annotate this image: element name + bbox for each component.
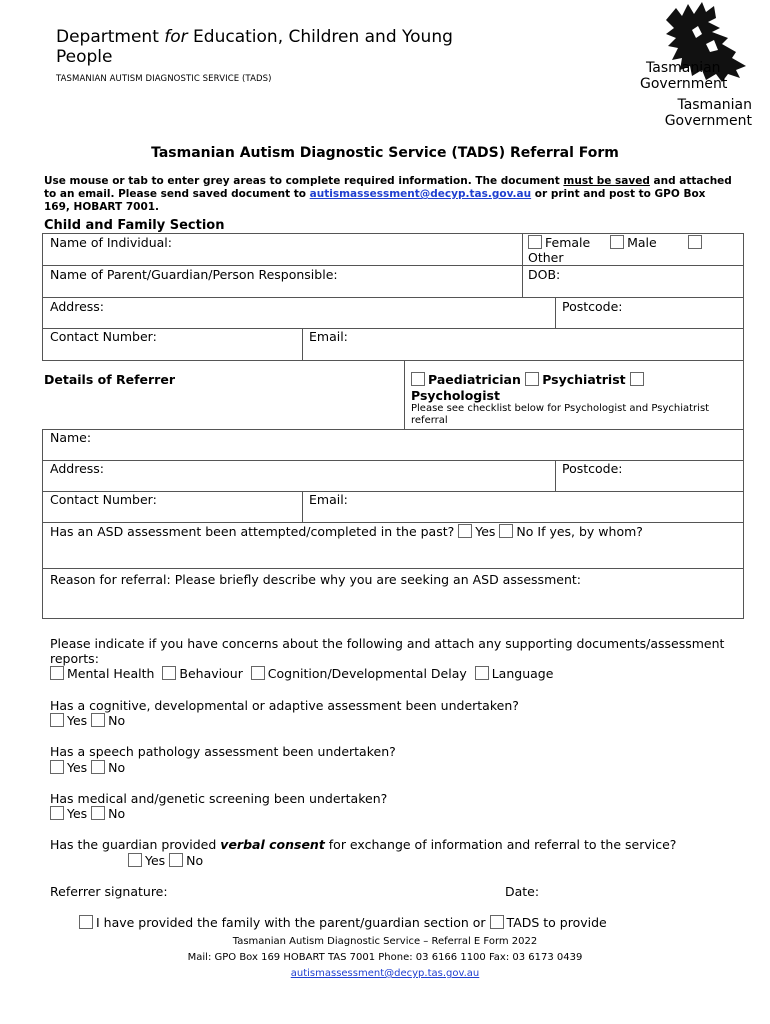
- footer-email-link[interactable]: autismassessment@decyp.tas.gov.au: [290, 968, 480, 979]
- instructions: Use mouse or tab to enter grey areas to complete required information. The document must be saved and attached to an email. Please send saved document to autismassessment@decyp.tas.gov.au or print and post to GPO Box 169, HOBART 7001.: [44, 175, 732, 213]
- q2-options: Yes No: [50, 760, 730, 775]
- svg-text:Tasmanian: Tasmanian: [646, 60, 721, 76]
- psychiatrist-checkbox[interactable]: [525, 372, 539, 386]
- referrer-address-label: Address:: [50, 461, 104, 476]
- email-link[interactable]: autismassessment@decyp.tas.gov.au: [309, 188, 532, 200]
- name-individual-label: Name of Individual:: [50, 235, 172, 250]
- parent-name-label: Name of Parent/Guardian/Person Responsible:: [50, 267, 338, 282]
- q4-no-checkbox[interactable]: [169, 853, 183, 867]
- department-title: Department for Education, Children and Young People: [56, 27, 453, 67]
- svg-text:Government: Government: [640, 76, 728, 92]
- reason-label: Reason for referral: Please briefly describe why you are seeking an ASD assessment:: [50, 572, 581, 587]
- q3-no-checkbox[interactable]: [91, 806, 105, 820]
- footer-line1: Tasmanian Autism Diagnostic Service – Referral E Form 2022: [232, 936, 538, 947]
- provided-options: I have provided the family with the parent/guardian section or TADS to provide: [79, 915, 607, 930]
- q1-options: Yes No: [50, 713, 730, 728]
- other-label: Other: [528, 250, 564, 265]
- referrer-name-label: Name:: [50, 430, 92, 445]
- logo-text: Tasmanian Government: [664, 97, 752, 129]
- behaviour-checkbox[interactable]: [162, 666, 176, 680]
- tads-provide-checkbox[interactable]: [490, 915, 504, 929]
- footer-email: [0, 966, 770, 982]
- child-address-label: Address:: [50, 299, 104, 314]
- provided-family-checkbox[interactable]: [79, 915, 93, 929]
- psychologist-checkbox[interactable]: [630, 372, 644, 386]
- date-label: Date:: [505, 884, 540, 899]
- form-title: Tasmanian Autism Diagnostic Service (TADS) Referral Form: [151, 145, 619, 161]
- q2-no-checkbox[interactable]: [91, 760, 105, 774]
- paediatrician-checkbox[interactable]: [411, 372, 425, 386]
- concerns-intro: Please indicate if you have concerns about the following and attach any supporting documents/assessment reports:: [50, 636, 725, 666]
- other-checkbox[interactable]: [688, 235, 702, 249]
- q4-consent: Has the guardian provided verbal consent for exchange of information and referral to the service?: [50, 837, 677, 852]
- psychologist-label: Psychologist: [411, 388, 500, 403]
- dob-label: DOB:: [528, 267, 561, 282]
- q4-options: Yes No: [128, 853, 203, 868]
- tas-government-logo: [636, 0, 760, 134]
- child-email-label: Email:: [309, 329, 348, 344]
- q3-yes-checkbox[interactable]: [50, 806, 64, 820]
- service-subtitle: TASMANIAN AUTISM DIAGNOSTIC SERVICE (TADS): [56, 74, 272, 84]
- mental-health-checkbox[interactable]: [50, 666, 64, 680]
- child-contact-label: Contact Number:: [50, 329, 157, 344]
- q2-yes-checkbox[interactable]: [50, 760, 64, 774]
- q3-medical: Has medical and/genetic screening been undertaken?: [50, 791, 388, 806]
- concerns-options: Mental Health Behaviour Cognition/Developmental Delay Language: [50, 666, 730, 681]
- q1-yes-checkbox[interactable]: [50, 713, 64, 727]
- gender-options: Female Male: [528, 235, 705, 250]
- q1-cognitive: Has a cognitive, developmental or adaptive assessment been undertaken?: [50, 698, 519, 713]
- language-checkbox[interactable]: [475, 666, 489, 680]
- referrer-email-label: Email:: [309, 492, 348, 507]
- q4-yes-checkbox[interactable]: [128, 853, 142, 867]
- signature-label: Referrer signature:: [50, 884, 168, 899]
- cognition-checkbox[interactable]: [251, 666, 265, 680]
- referrer-heading: Details of Referrer: [44, 372, 175, 387]
- tasmanian-devil-icon: [636, 0, 760, 96]
- child-family-heading: Child and Family Section: [44, 218, 225, 233]
- referrer-contact-label: Contact Number:: [50, 492, 157, 507]
- q3-options: Yes No: [50, 806, 730, 821]
- q1-no-checkbox[interactable]: [91, 713, 105, 727]
- referrer-note: Please see checklist below for Psychologist and Psychiatrist referral: [411, 403, 710, 426]
- asd-question: Has an ASD assessment been attempted/completed in the past? Yes No If yes, by whom?: [50, 524, 643, 539]
- asd-no-checkbox[interactable]: [499, 524, 513, 538]
- referrer-type-options: Paediatrician Psychiatrist: [411, 372, 647, 387]
- footer-line2: Mail: GPO Box 169 HOBART TAS 7001 Phone: 03 6166 1100 Fax: 03 6173 0439: [187, 952, 583, 963]
- male-checkbox[interactable]: [610, 235, 624, 249]
- female-checkbox[interactable]: [528, 235, 542, 249]
- asd-yes-checkbox[interactable]: [458, 524, 472, 538]
- q2-speech: Has a speech pathology assessment been undertaken?: [50, 744, 396, 759]
- child-postcode-label: Postcode:: [562, 299, 623, 314]
- referrer-postcode-label: Postcode:: [562, 461, 623, 476]
